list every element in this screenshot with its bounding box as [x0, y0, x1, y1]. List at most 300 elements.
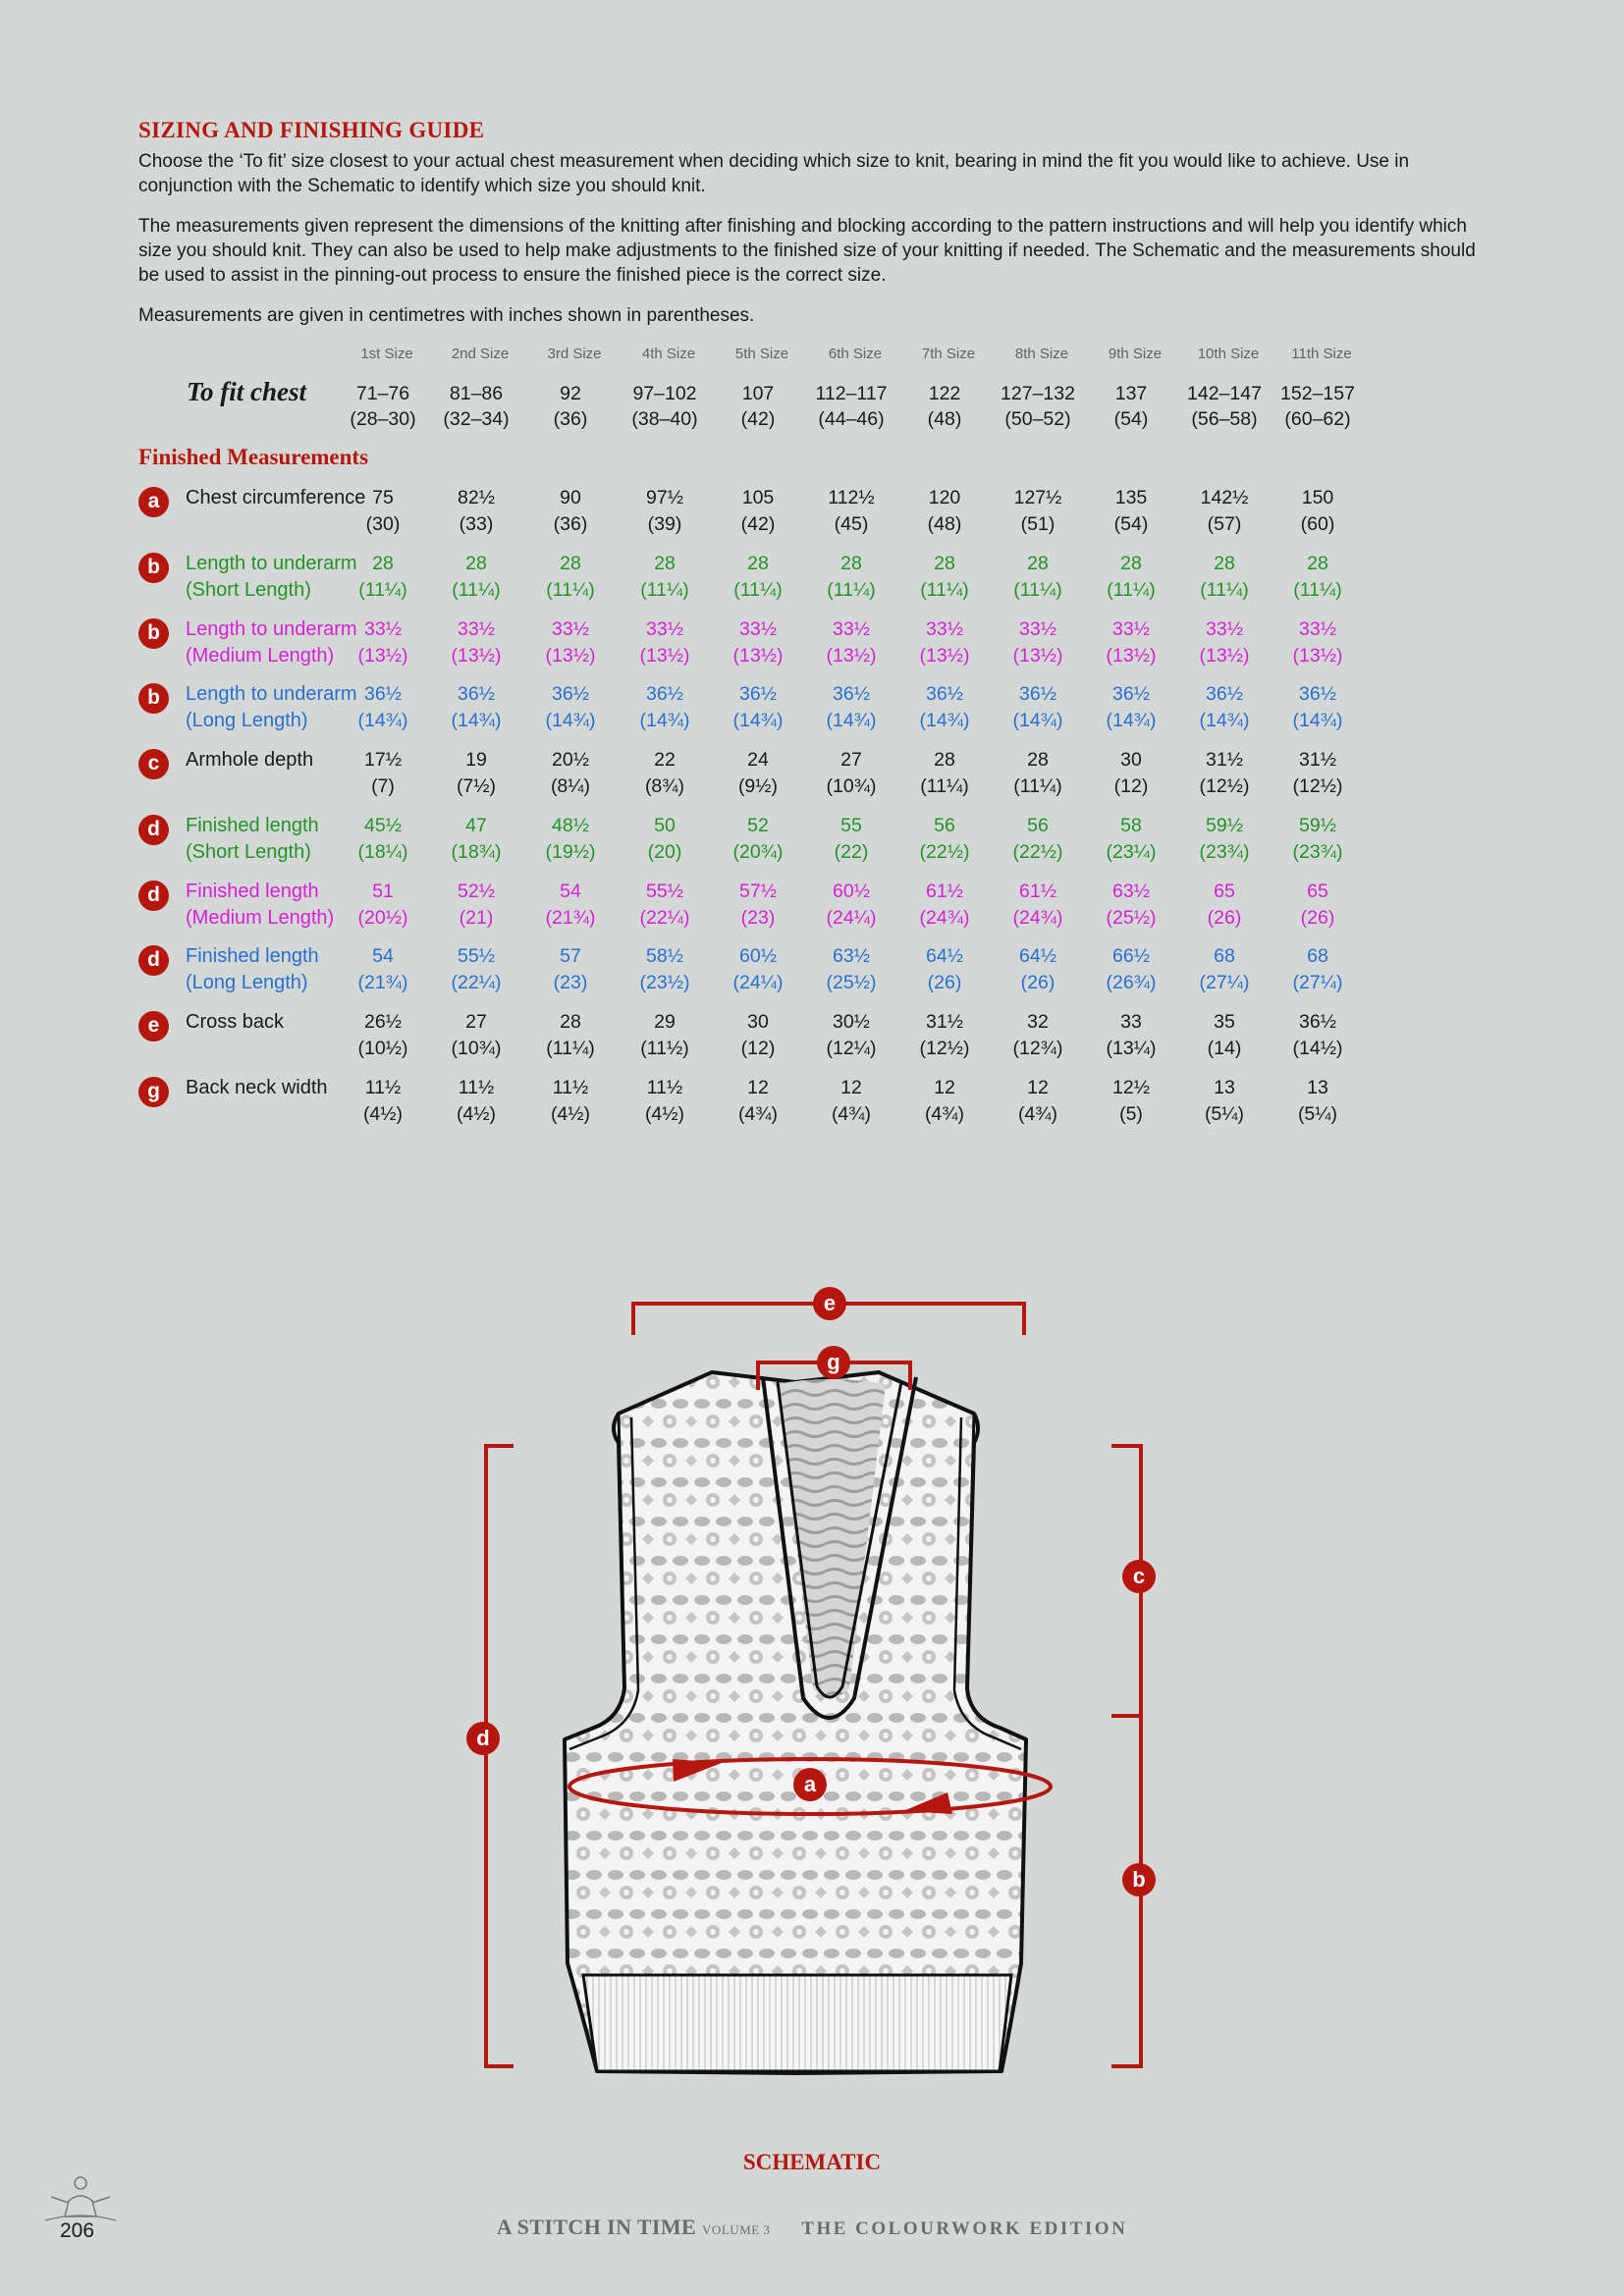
measurement-in: (22¼) — [451, 972, 502, 993]
measurement-in: (12½) — [1199, 775, 1250, 797]
measurement-cm: 36½ — [739, 683, 777, 705]
measurement-cm: 59½ — [1206, 815, 1243, 836]
measurement-in: (60) — [1300, 513, 1335, 535]
measurement-in: (13¼) — [1106, 1038, 1157, 1059]
size-header: 8th Size — [1014, 346, 1069, 362]
measurement-cm: 36½ — [552, 683, 589, 705]
measurement-cm: 61½ — [926, 881, 963, 902]
measurement-cm: 30 — [747, 1011, 769, 1033]
measurement-in: (23¾) — [1199, 841, 1250, 863]
row-label: Cross back — [186, 1011, 285, 1033]
measurement-cm: 55½ — [646, 881, 683, 902]
svg-text:e: e — [823, 1291, 837, 1315]
measurement-in: (45) — [834, 513, 869, 535]
measurement-cm: 31½ — [926, 1011, 963, 1033]
measurement-in: (11¼) — [452, 579, 501, 601]
measurement-cm: 28 — [372, 553, 394, 574]
measurement-in: (11¼) — [733, 579, 783, 601]
measurement-in: (14¾) — [639, 710, 690, 731]
intro-paragraph-2: The measurements given represent the dimensions of the knitting after finishing and blocking according to the pattern instructions and will help you identify which size you should knit. They can also be used to help make adjustments to the finished size of your knitting if needed. The Schematic and the measurements should be used to assist in the pinning-out process to ensure the finished piece is the correct size. — [138, 216, 1476, 286]
size-header: 11th Size — [1291, 346, 1352, 362]
label-b-badge — [1122, 1863, 1156, 1896]
measurement-in: (4½) — [644, 1103, 685, 1125]
row-label: Length to underarm — [186, 618, 357, 640]
measurement-in: (18¼) — [357, 841, 408, 863]
measurement-cm: 56 — [1027, 815, 1049, 836]
measurement-in: (13½) — [1199, 645, 1250, 667]
measurement-in: (8¾) — [644, 775, 685, 797]
measurement-in: (10½) — [357, 1038, 408, 1059]
measurement-cm: 28 — [465, 553, 487, 574]
measurement-in: (11¼) — [546, 1038, 595, 1059]
measurement-cm: 35 — [1214, 1011, 1235, 1033]
footer — [0, 2215, 1624, 2240]
measurement-in: (11¼) — [1107, 579, 1156, 601]
measurement-in: (13½) — [1012, 645, 1063, 667]
measurement-in: (4½) — [550, 1103, 591, 1125]
measurement-in: (4½) — [456, 1103, 497, 1125]
row-letter-badge: a — [138, 487, 169, 517]
measurement-in: (21¾) — [545, 907, 596, 929]
measurement-cm: 26½ — [364, 1011, 402, 1033]
measurement-cm: 12 — [934, 1077, 955, 1098]
measurement-in: (11¼) — [827, 579, 876, 601]
to-fit-in: (48) — [927, 408, 962, 430]
measurement-in: (26) — [1020, 972, 1056, 993]
size-header: 3rd Size — [547, 346, 602, 362]
measurement-cm: 58 — [1120, 815, 1142, 836]
measurement-in: (22½) — [919, 841, 970, 863]
measurement-in: (11¼) — [358, 579, 407, 601]
measurement-in: (13½) — [732, 645, 784, 667]
measurement-cm: 28 — [747, 553, 769, 574]
measurement-in: (11¼) — [920, 775, 969, 797]
measurement-in: (25½) — [826, 972, 877, 993]
measurement-in: (11¼) — [1013, 579, 1062, 601]
measurement-cm: 30½ — [833, 1011, 870, 1033]
row-label: Finished length — [186, 881, 319, 902]
measurement-cm: 12 — [840, 1077, 862, 1098]
measurement-in: (14) — [1207, 1038, 1242, 1059]
measurement-cm: 57 — [560, 945, 581, 967]
measurement-in: (11¼) — [640, 579, 689, 601]
to-fit-in: (28–30) — [350, 408, 416, 430]
measurement-cm: 52 — [747, 815, 769, 836]
measurement-in: (23½) — [639, 972, 690, 993]
schematic — [432, 1276, 1178, 2091]
measurement-cm: 20½ — [552, 749, 589, 771]
label-e-badge — [813, 1287, 846, 1320]
measurement-cm: 29 — [654, 1011, 676, 1033]
measurement-cm: 12 — [1027, 1077, 1049, 1098]
measurement-cm: 63½ — [833, 945, 870, 967]
measurement-cm: 57½ — [739, 881, 777, 902]
to-fit-cm: 152–157 — [1280, 383, 1355, 404]
measurement-cm: 28 — [934, 553, 955, 574]
row-letter-badge: d — [138, 881, 169, 911]
measurement-cm: 63½ — [1112, 881, 1150, 902]
measurement-in: (14¾) — [1106, 710, 1157, 731]
to-fit-cm: 81–86 — [449, 383, 504, 404]
measurement-in: (14½) — [1292, 1038, 1343, 1059]
measurement-in: (4¾) — [831, 1103, 872, 1125]
to-fit-in: (44–46) — [818, 408, 885, 430]
svg-text:a: a — [803, 1772, 817, 1796]
to-fit-cm: 142–147 — [1187, 383, 1262, 404]
measurement-in: (12¼) — [826, 1038, 877, 1059]
measurement-in: (42) — [740, 513, 776, 535]
measurement-in: (48) — [927, 513, 962, 535]
measurement-in: (23) — [553, 972, 588, 993]
measurement-in: (24¾) — [1012, 907, 1063, 929]
measurement-cm: 33½ — [458, 618, 495, 640]
measurement-in: (30) — [365, 513, 401, 535]
vest-schematic-drawing — [432, 1276, 1178, 2091]
measurement-in: (24¾) — [919, 907, 970, 929]
measurement-in: (57) — [1207, 513, 1242, 535]
measurement-cm: 68 — [1307, 945, 1328, 967]
measurement-cm: 12 — [747, 1077, 769, 1098]
measurement-cm: 47 — [465, 815, 487, 836]
measurement-in: (14¾) — [919, 710, 970, 731]
measurement-in: (5¼) — [1297, 1103, 1338, 1125]
measurement-cm: 82½ — [458, 487, 495, 508]
size-header: 1st Size — [360, 346, 413, 362]
measurement-cm: 54 — [560, 881, 581, 902]
measurement-in: (7) — [371, 775, 395, 797]
measurement-in: (4¾) — [737, 1103, 779, 1125]
measurement-cm: 48½ — [552, 815, 589, 836]
measurement-cm: 105 — [741, 487, 775, 508]
measurement-cm: 11½ — [552, 1077, 589, 1098]
measurement-in: (23) — [740, 907, 776, 929]
measurement-in: (20) — [647, 841, 682, 863]
measurement-in: (19½) — [545, 841, 596, 863]
measurement-cm: 52½ — [458, 881, 495, 902]
row-label: Back neck width — [186, 1077, 328, 1098]
measurement-in: (26) — [1207, 907, 1242, 929]
page-number: 206 — [60, 2219, 95, 2242]
measurement-in: (27¼) — [1292, 972, 1343, 993]
measurement-in: (12) — [1113, 775, 1149, 797]
measurement-in: (11¼) — [1013, 775, 1062, 797]
measurement-cm: 28 — [1307, 553, 1328, 574]
finished-measurements-title: Finished Measurements — [138, 445, 369, 469]
measurement-cm: 150 — [1301, 487, 1334, 508]
row-sublabel: (Short Length) — [186, 579, 311, 601]
measurement-cm: 13 — [1214, 1077, 1235, 1098]
measurement-cm: 27 — [840, 749, 862, 771]
measurement-in: (25½) — [1106, 907, 1157, 929]
measurement-cm: 90 — [560, 487, 581, 508]
to-fit-in: (54) — [1113, 408, 1149, 430]
to-fit-cm: 112–117 — [815, 383, 888, 404]
label-d-badge — [466, 1722, 500, 1755]
measurement-cm: 28 — [1120, 553, 1142, 574]
row-sublabel: (Long Length) — [186, 710, 308, 731]
label-g-badge — [817, 1346, 850, 1379]
measurement-cm: 33½ — [1206, 618, 1243, 640]
measurement-cm: 28 — [560, 1011, 581, 1033]
measurement-cm: 28 — [840, 553, 862, 574]
row-label: Length to underarm — [186, 683, 357, 705]
measurement-cm: 32 — [1027, 1011, 1049, 1033]
size-header: 6th Size — [828, 346, 883, 362]
measurement-in: (8¼) — [550, 775, 591, 797]
row-label: Length to underarm — [186, 553, 357, 574]
measurement-in: (26) — [927, 972, 962, 993]
measurement-in: (24¼) — [826, 907, 877, 929]
measurement-in: (13½) — [639, 645, 690, 667]
footer-edition: THE COLOURWORK EDITION — [801, 2218, 1128, 2239]
measurement-cm: 59½ — [1299, 815, 1336, 836]
page-title: SIZING AND FINISHING GUIDE — [138, 118, 485, 142]
size-header: 10th Size — [1197, 346, 1260, 362]
measurement-cm: 64½ — [926, 945, 963, 967]
intro-section — [138, 118, 1484, 328]
measurement-in: (13½) — [1292, 645, 1343, 667]
measurement-cm: 33½ — [552, 618, 589, 640]
measurement-in: (11¼) — [920, 579, 969, 601]
measurement-cm: 28 — [560, 553, 581, 574]
row-letter-badge: e — [138, 1011, 169, 1041]
measurement-cm: 55½ — [458, 945, 495, 967]
measurement-in: (20¾) — [732, 841, 784, 863]
measurement-cm: 45½ — [364, 815, 402, 836]
measurement-cm: 31½ — [1206, 749, 1243, 771]
measurement-cm: 36½ — [1206, 683, 1243, 705]
measurement-cm: 28 — [1214, 553, 1235, 574]
measurement-cm: 33½ — [646, 618, 683, 640]
measurement-cm: 36½ — [1019, 683, 1056, 705]
row-letter-badge: c — [138, 749, 169, 779]
measurement-cm: 36½ — [1299, 683, 1336, 705]
to-fit-cm: 97–102 — [632, 383, 697, 404]
measurement-in: (14¾) — [357, 710, 408, 731]
measurement-in: (4¾) — [924, 1103, 965, 1125]
to-fit-in: (38–40) — [631, 408, 698, 430]
measurement-cm: 24 — [747, 749, 769, 771]
row-letter-badge: b — [138, 553, 169, 583]
measurement-cm: 36½ — [1112, 683, 1150, 705]
measurement-in: (26¾) — [1106, 972, 1157, 993]
row-letter-badge: d — [138, 945, 169, 976]
measurement-cm: 33 — [1120, 1011, 1142, 1033]
measurement-cm: 28 — [1027, 553, 1049, 574]
row-letter-badge: d — [138, 815, 169, 845]
measurement-cm: 36½ — [364, 683, 402, 705]
measurement-cm: 51 — [372, 881, 394, 902]
measurement-in: (13½) — [357, 645, 408, 667]
footer-book-title: A STITCH IN TIME — [496, 2215, 697, 2239]
svg-text:b: b — [1132, 1867, 1146, 1892]
measurement-in: (20½) — [357, 907, 408, 929]
measurement-in: (12) — [740, 1038, 776, 1059]
measurement-cm: 97½ — [646, 487, 683, 508]
label-c-badge — [1122, 1560, 1156, 1593]
measurement-in: (13½) — [919, 645, 970, 667]
row-label: Armhole depth — [186, 749, 314, 771]
measurement-cm: 36½ — [833, 683, 870, 705]
measurement-cm: 36½ — [646, 683, 683, 705]
measurement-in: (22½) — [1012, 841, 1063, 863]
measurement-in: (5¼) — [1204, 1103, 1245, 1125]
measurement-cm: 28 — [654, 553, 676, 574]
measurement-in: (11¼) — [546, 579, 595, 601]
measurement-in: (23¼) — [1106, 841, 1157, 863]
measurement-in: (4½) — [362, 1103, 404, 1125]
measurement-in: (14¾) — [545, 710, 596, 731]
measurement-in: (33) — [459, 513, 494, 535]
measurement-in: (14¾) — [732, 710, 784, 731]
measurement-cm: 58½ — [646, 945, 683, 967]
measurement-in: (14¾) — [1012, 710, 1063, 731]
measurement-in: (27¼) — [1199, 972, 1250, 993]
measurement-cm: 11½ — [458, 1077, 495, 1098]
row-letter-badge: b — [138, 618, 169, 649]
measurement-cm: 36½ — [926, 683, 963, 705]
measurement-cm: 75 — [372, 487, 394, 508]
measurement-cm: 33½ — [739, 618, 777, 640]
row-sublabel: (Long Length) — [186, 972, 308, 993]
measurement-in: (21¾) — [357, 972, 408, 993]
measurement-in: (9½) — [737, 775, 779, 797]
measurement-cm: 33½ — [1299, 618, 1336, 640]
intro-paragraph-1: Choose the ‘To fit’ size closest to your actual chest measurement when deciding which size to knit, bearing in mind the fit you would like to achieve. Use in conjunction with the Schematic to identify which size you should knit. — [138, 151, 1410, 196]
measurement-in: (14¾) — [1292, 710, 1343, 731]
measurement-cm: 28 — [1027, 749, 1049, 771]
measurement-in: (11¼) — [1293, 579, 1342, 601]
footer-volume: VOLUME 3 — [702, 2222, 771, 2237]
to-fit-in: (60–62) — [1284, 408, 1351, 430]
measurement-in: (26) — [1300, 907, 1335, 929]
to-fit-cm: 71–76 — [355, 383, 410, 404]
measurement-in: (14¾) — [826, 710, 877, 731]
to-fit-cm: 137 — [1114, 383, 1148, 404]
measurement-in: (13½) — [826, 645, 877, 667]
measurement-in: (13½) — [1106, 645, 1157, 667]
schematic-title: SCHEMATIC — [742, 2150, 882, 2174]
measurement-in: (12½) — [1292, 775, 1343, 797]
to-fit-cm: 127–132 — [1001, 383, 1075, 404]
measurement-cm: 11½ — [646, 1077, 683, 1098]
to-fit-in: (36) — [553, 408, 588, 430]
measurement-in: (7½) — [456, 775, 497, 797]
measurement-cm: 30 — [1120, 749, 1142, 771]
measurement-cm: 19 — [465, 749, 487, 771]
measurement-in: (54) — [1113, 513, 1149, 535]
size-header: 4th Size — [641, 346, 696, 362]
measurement-cm: 50 — [654, 815, 676, 836]
measurement-in: (51) — [1020, 513, 1056, 535]
measurement-cm: 120 — [928, 487, 961, 508]
measurement-cm: 33½ — [926, 618, 963, 640]
row-letter-badge: g — [138, 1077, 169, 1107]
row-letter-badge: b — [138, 683, 169, 714]
size-header: 7th Size — [921, 346, 976, 362]
measurement-cm: 36½ — [1299, 1011, 1336, 1033]
row-sublabel: (Medium Length) — [186, 907, 335, 929]
measurement-cm: 65 — [1307, 881, 1328, 902]
size-header: 2nd Size — [451, 346, 510, 362]
measurement-cm: 36½ — [458, 683, 495, 705]
measurement-in: (10¾) — [826, 775, 877, 797]
measurement-in: (5) — [1119, 1103, 1143, 1125]
measurement-in: (22) — [834, 841, 869, 863]
row-label: Chest circumference — [186, 487, 366, 508]
measurement-in: (18¾) — [451, 841, 502, 863]
measurement-cm: 13 — [1307, 1077, 1328, 1098]
measurement-cm: 33½ — [1019, 618, 1056, 640]
to-fit-in: (32–34) — [443, 408, 510, 430]
intro-paragraph-3: Measurements are given in centimetres with inches shown in parentheses. — [138, 305, 755, 326]
measurement-in: (10¾) — [451, 1038, 502, 1059]
measurement-cm: 60½ — [739, 945, 777, 967]
measurement-in: (11½) — [640, 1038, 689, 1059]
row-label: Finished length — [186, 945, 319, 967]
measurement-cm: 31½ — [1299, 749, 1336, 771]
size-header: 5th Size — [734, 346, 789, 362]
measurement-cm: 17½ — [364, 749, 402, 771]
measurement-in: (11¼) — [1200, 579, 1249, 601]
svg-text:d: d — [476, 1726, 490, 1750]
measurement-in: (14¾) — [451, 710, 502, 731]
measurement-cm: 33½ — [833, 618, 870, 640]
measurement-cm: 33½ — [364, 618, 402, 640]
row-sublabel: (Medium Length) — [186, 645, 335, 667]
measurement-cm: 61½ — [1019, 881, 1056, 902]
measurement-cm: 11½ — [364, 1077, 402, 1098]
to-fit-in: (42) — [740, 408, 776, 430]
measurement-in: (24¼) — [732, 972, 784, 993]
measurement-in: (12½) — [919, 1038, 970, 1059]
measurement-in: (36) — [553, 513, 588, 535]
to-fit-cm: 92 — [560, 383, 581, 404]
measurement-cm: 135 — [1114, 487, 1148, 508]
measurement-cm: 22 — [654, 749, 676, 771]
measurement-in: (13½) — [451, 645, 502, 667]
measurement-cm: 65 — [1214, 881, 1235, 902]
measurement-in: (14¾) — [1199, 710, 1250, 731]
measurement-in: (22¼) — [639, 907, 690, 929]
measurement-in: (23¾) — [1292, 841, 1343, 863]
to-fit-chest-label: To fit chest — [187, 377, 307, 406]
row-label: Finished length — [186, 815, 319, 836]
measurement-in: (12¾) — [1012, 1038, 1063, 1059]
measurement-cm: 54 — [372, 945, 394, 967]
measurement-cm: 112½ — [828, 487, 875, 508]
measurement-in: (4¾) — [1017, 1103, 1058, 1125]
measurement-cm: 12½ — [1112, 1077, 1150, 1098]
measurement-cm: 60½ — [833, 881, 870, 902]
to-fit-in: (50–52) — [1004, 408, 1071, 430]
svg-text:c: c — [1132, 1564, 1146, 1588]
measurement-cm: 28 — [934, 749, 955, 771]
measurement-cm: 64½ — [1019, 945, 1056, 967]
measurement-in: (39) — [647, 513, 682, 535]
measurement-in: (21) — [459, 907, 494, 929]
to-fit-in: (56–58) — [1191, 408, 1258, 430]
measurement-cm: 55 — [840, 815, 862, 836]
row-sublabel: (Short Length) — [186, 841, 311, 863]
measurement-cm: 68 — [1214, 945, 1235, 967]
svg-text:g: g — [827, 1350, 840, 1374]
to-fit-cm: 107 — [741, 383, 775, 404]
measurement-cm: 142½ — [1200, 487, 1249, 508]
to-fit-cm: 122 — [928, 383, 961, 404]
measurement-cm: 27 — [465, 1011, 487, 1033]
measurement-cm: 56 — [934, 815, 955, 836]
